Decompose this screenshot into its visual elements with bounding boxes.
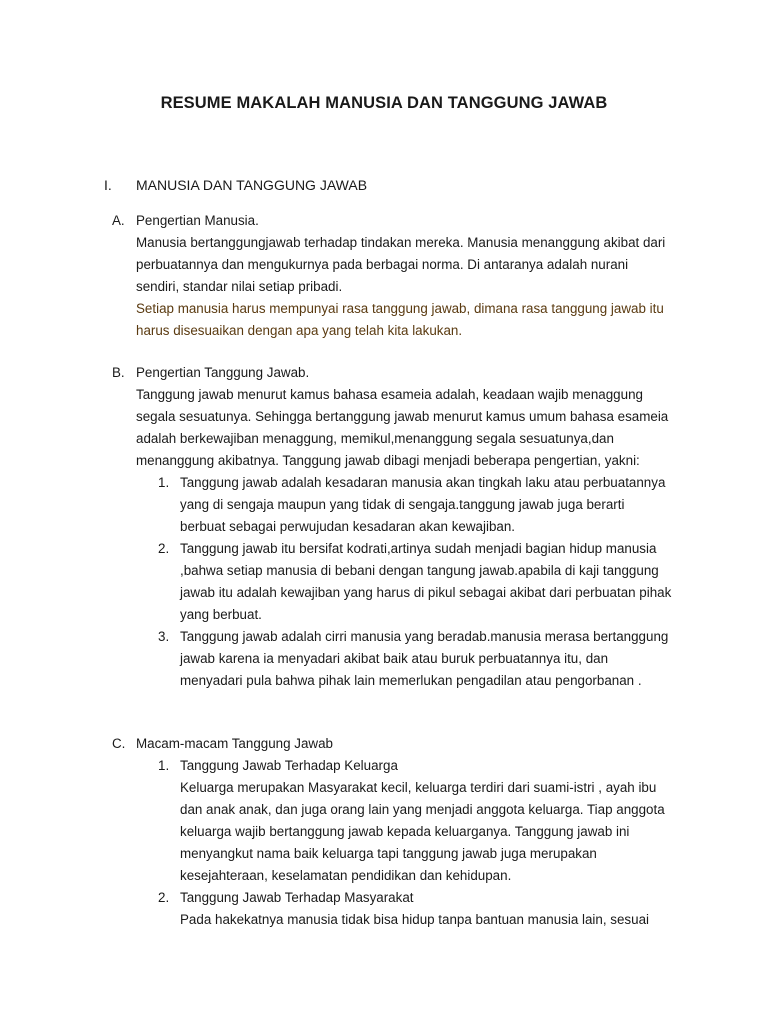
subsection-a-highlight: Setiap manusia harus mempunyai rasa tanggung jawab, dimana rasa tanggung jawab itu harus disesuaikan dengan apa yang telah kita lakukan.: [136, 301, 664, 338]
list-item: [136, 472, 672, 538]
list-item-number: 2.: [158, 890, 170, 905]
list-item-text: Tanggung jawab itu bersifat kodrati,artinya sudah menjadi bagian hidup manusia ,bahwa setiap manusia di bebani dengan tangung jawab.apabila di kaji tanggung jawab itu adalah kewajiban yang harus di pikul sebagai akibat dari perbuatan pihak yang berbuat.: [180, 541, 672, 622]
list-item: [136, 538, 672, 626]
list-item-number: 1.: [158, 475, 170, 490]
list-item-text: Keluarga merupakan Masyarakat kecil, keluarga terdiri dari suami-istri , ayah ibu dan anak anak, dan juga orang lain yang menjadi anggota keluarga. Tiap anggota keluarga wajib bertanggung jawab kepada keluarganya. Tanggung jawab ini menyangkut nama baik keluarga tapi tanggung jawab juga merupakan kesejahteraan, keselamatan pendidikan dan kehidupan.: [180, 780, 665, 883]
subsection-a-paragraph: Manusia bertanggungjawab terhadap tindakan mereka. Manusia menanggung akibat dari perbuatannya dan mengukurnya pada berbagai norma. Di antaranya adalah nurani sendiri, standar nilai setiap pribadi.: [136, 235, 666, 294]
list-item-text: Pada hakekatnya manusia tidak bisa hidup tanpa bantuan manusia lain, sesuai: [180, 912, 649, 927]
subsection-c-heading: Macam-macam Tanggung Jawab: [136, 736, 333, 751]
subsection-c: [112, 733, 672, 931]
subsection-b-paragraph: Tanggung jawab menurut kamus bahasa esameia adalah, keadaan wajib menaggung segala sesuatunya. Sehingga bertanggung jawab menurut kamus umum bahasa esameia adalah berkewajiban menaggung, memikul,menanggung segala sesuatunya,dan menanggung akibatnya. Tanggung jawab dibagi menjadi beberapa pengertian, yakni:: [136, 387, 669, 468]
list-item-number: 2.: [158, 541, 170, 556]
subsection-b: [112, 362, 672, 692]
subsection-c-list: [136, 755, 672, 931]
list-item: [136, 755, 672, 887]
page-title: RESUME MAKALAH MANUSIA DAN TANGGUNG JAWAB: [160, 94, 608, 112]
subsection-a-letter: A.: [112, 213, 125, 228]
section-title: MANUSIA DAN TANGGUNG JAWAB: [136, 177, 368, 193]
list-item: [136, 626, 672, 692]
subsection-b-letter: B.: [112, 365, 125, 380]
list-item-number: 1.: [158, 758, 170, 773]
list-item-text: Tanggung jawab adalah kesadaran manusia akan tingkah laku atau perbuatannya yang di sengaja maupun yang tidak di sengaja.tanggung jawab juga berarti berbuat sebagai perwujudan kesadaran akan kewajiban.: [180, 475, 666, 534]
list-item-heading: Tanggung Jawab Terhadap Masyarakat: [180, 890, 414, 905]
subsection-c-letter: C.: [112, 736, 126, 751]
subsection-a-heading: Pengertian Manusia.: [136, 213, 259, 228]
list-item: [136, 887, 672, 931]
list-item-heading: Tanggung Jawab Terhadap Keluarga: [180, 758, 398, 773]
subsection-b-list: [136, 472, 672, 692]
list-item-number: 3.: [158, 629, 170, 644]
subsection-b-heading: Pengertian Tanggung Jawab.: [136, 365, 310, 380]
section-number: I.: [104, 177, 112, 193]
list-item-text: Tanggung jawab adalah cirri manusia yang beradab.manusia merasa bertanggung jawab karena ia menyadari akibat baik atau buruk perbuatannya itu, dan menyadari pula bahwa pihak lain memerlukan pengadilan atau pengorbanan .: [180, 629, 669, 688]
subsection-a: [112, 210, 672, 342]
